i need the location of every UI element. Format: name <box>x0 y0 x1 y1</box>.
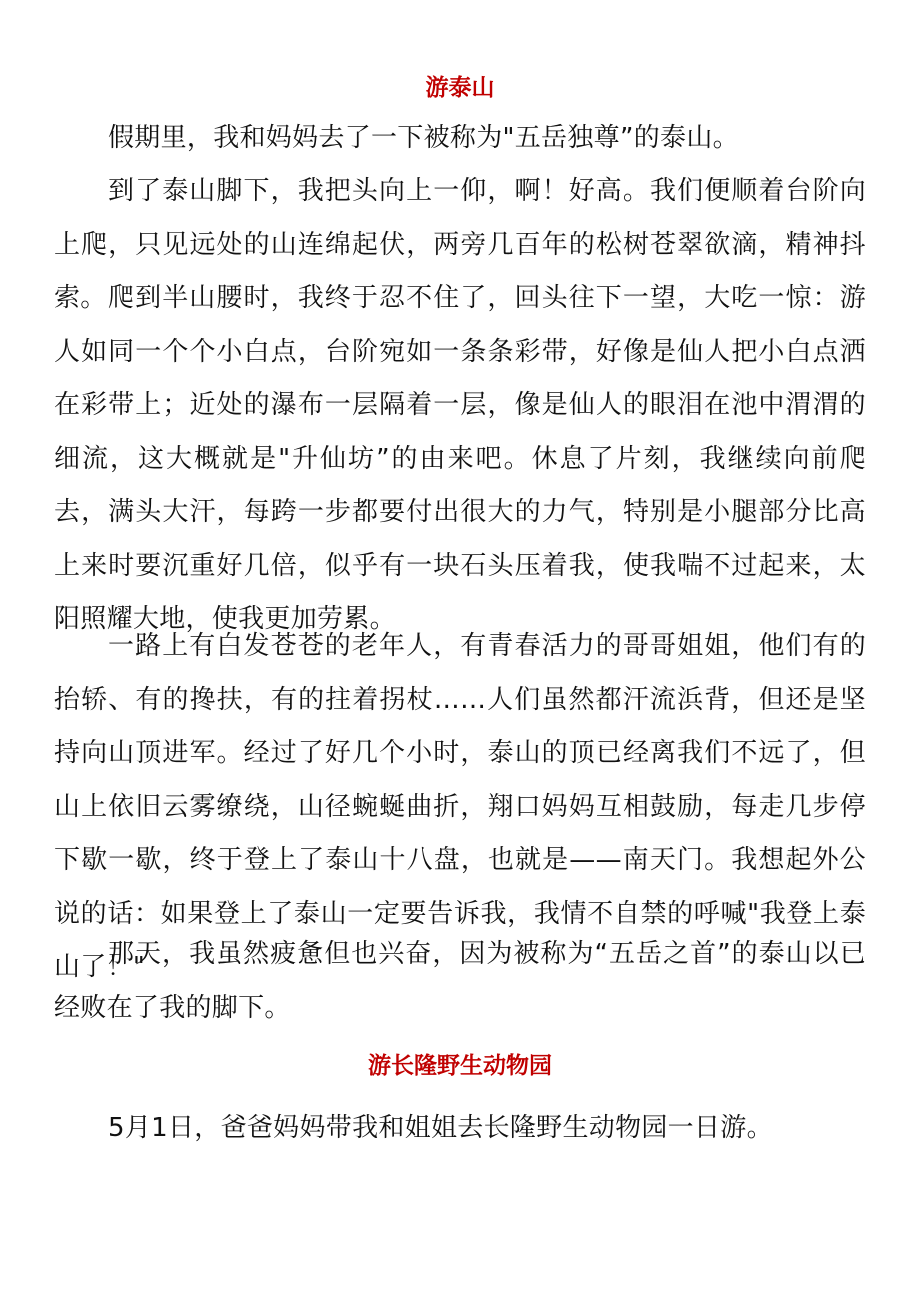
paragraph: 爬到半山腰时，我终于忍不住了，回头往下一望，大吃一惊：游人如同一个个小白点，台阶宛如一条条彩带，好像是仙人把小白点洒在彩带上；近处的瀑布一层隔着一层，像是仙人的眼泪在池中渭渭的细流，这大概就是"升仙坊”的由来吧。休息了片刻，我继续向前爬去，满头大汗，每跨一步都要付出很大的力气，特别是小腿部分比高上来时要沉重好几倍，似乎有一块石头压着我，使我喘不过起来，太阳照耀大地，使我更加劳累。 <box>54 283 866 634</box>
paragraph: 假期里，我和妈妈去了一下被称为"五岳独尊”的泰山。 <box>108 123 739 153</box>
section-title-chimelong-safari: 游长隆野生动物园 <box>368 1053 552 1079</box>
paragraph: 到了泰山脚下，我把头向上一仰，啊！好高。我们便顺着台阶向上爬，只见远处的山连绵起伏，两旁几百年的松树苍翠欲滴，精神抖索。 <box>54 176 866 313</box>
paragraph: 5月1日，爸爸妈妈带我和姐姐去长隆野生动物园一日游。 <box>108 1113 773 1143</box>
section-title-taishan: 游泰山 <box>425 75 495 101</box>
paragraph: 那天，我虽然疲惫但也兴奋，因为被称为“五岳之首”的泰山以已经败在了我的脚下。 <box>54 939 866 1023</box>
paragraph: 一路上有白发苍苍的老年人，有青春活力的哥哥姐姐，他们有的抬轿、有的搀扶，有的拄着拐杖……人们虽然都汗流浜背，但还是坚持向山顶进军。经过了好几个小时，泰山的顶已经离我们不远了，但山上依旧云雾缭绕，山径蜿蜒曲折，翔口妈妈互相鼓励，每走几步停下歇一歇，终于登上了泰山十八盘，也就是——南天门。我想起外公说的话：如果登上了泰山一定要告诉我，我情不自禁的呼喊"我登上泰山了！" <box>54 631 866 982</box>
